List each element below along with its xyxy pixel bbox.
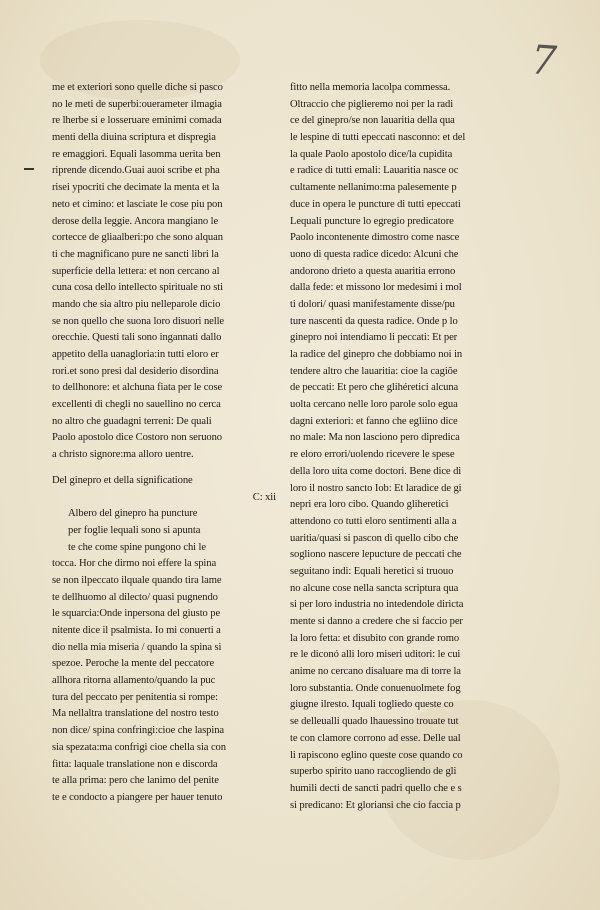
text-line: della loro uita come doctori. Bene dice di: [290, 465, 462, 477]
text-line: anime no cercano disaluare ma di torre la: [290, 666, 461, 678]
text-line: ginepro noi intendiamo li peccati: Et per: [290, 332, 458, 344]
text-line: rori.et sono presi dal desiderio disordina: [52, 365, 219, 377]
text-line: se non quello che suona loro disuori nelle: [52, 315, 225, 327]
text-line: appetito della uanagloria:in tutti eloro er: [52, 349, 219, 360]
text-line: Paolo apostolo dice Costoro non seruono: [52, 432, 222, 444]
text-line: derose della leggie. Ancora mangiano le: [52, 215, 219, 227]
text-line: cuna cosa dello intellecto spirituale no sti: [52, 282, 223, 294]
right-column: [290, 80, 506, 814]
text-line: uaritia/quasi si pascon di quello cibo che: [290, 532, 459, 544]
text-line: spezoe. Peroche la mente del peccatore: [52, 658, 215, 670]
text-line: li rapiscono eglino queste cose quando co: [290, 749, 463, 761]
text-line: tura del peccato per penitentia si rompe:: [52, 691, 218, 703]
left-column-text-top: [52, 80, 290, 464]
text-line: e radice di tutti emali: Lauaritia nasce oc: [290, 165, 459, 177]
text-line: ti dolori/ quasi manifestamente disse/pu: [290, 298, 455, 310]
text-line: fitta: laquale translatione non e discorda: [52, 758, 218, 770]
text-line: no altro che guadagni terreni: De quali: [52, 415, 212, 427]
text-line: humili decti de sancti padri quello che e s: [290, 782, 462, 794]
text-line: Albero del ginepro ha puncture: [68, 508, 198, 520]
text-line: te dellhuomo al dilecto/ quasi pugnendo: [52, 591, 218, 603]
text-line: neto et cimino: et lasciate le cose piu pon: [52, 198, 223, 210]
text-line: dagni exteriori: et fanno che egliino dice: [290, 415, 458, 427]
text-line: dalla fede: et missono lor medesimi i mol: [290, 282, 462, 294]
text-line: si per loro industria no intedendole diricta: [290, 599, 464, 611]
text-line: te con clamore corrono ad esse. Delle ual: [290, 732, 461, 744]
text-line: superbo spirito uano raccogliendo de gli: [290, 766, 457, 778]
text-line: attendono co tutti eloro sentimenti alla a: [290, 515, 457, 527]
text-line: seguitano indi: Equali heretici si truouo: [290, 565, 454, 577]
text-line: sogliono nascere lepucture de peccati che: [290, 549, 462, 561]
text-line: menti della diuina scriptura et dispregia: [52, 132, 216, 144]
text-line: te e condocto a piangere per hauer tenuto: [52, 791, 223, 803]
text-line: la radice del ginepro che dobbiamo noi in: [290, 349, 463, 360]
text-line: uono di questa radice dicedo: Alcuni che: [290, 248, 459, 260]
text-line: re emaggiori. Equali lasomma uerita ben: [52, 148, 221, 160]
text-line: le squarcia:Onde inpersona del giusto pe: [52, 608, 221, 620]
text-line: to dellhonore: et alchuna fiata per le cose: [52, 382, 223, 394]
text-line: ture nascenti da questa radice. Onde p lo: [290, 315, 458, 327]
text-line: te alla prima: pero che lanimo del penite: [52, 775, 219, 787]
text-line: te che come spine pungono chi le: [68, 541, 207, 553]
text-line: la quale Paolo apostolo dice/la cupidita: [290, 148, 453, 160]
text-line: la loro fetta: et disubito con grande romo: [290, 632, 460, 644]
left-column: [52, 80, 290, 807]
text-line: le lespine di tutti epeccati nasconno: et del: [290, 132, 466, 144]
text-line: duce in opera le puncture di tutti epeccati: [290, 198, 461, 210]
chapter-number: C: xii: [252, 491, 276, 503]
folio-number: 7: [528, 37, 558, 85]
text-line: re eloro errori/uolendo ricevere le spese: [290, 449, 455, 461]
margin-mark: [24, 168, 34, 170]
left-column-text-bottom: [52, 506, 290, 806]
text-line: tendere altro che lauaritia: cioe la cagiõe: [290, 365, 458, 377]
text-line: Oltraccio che piglieremo noi per la radi: [290, 98, 454, 110]
text-line: risei ypocriti che decimate la menta et la: [52, 182, 220, 194]
text-line: de peccati: Et pero che glihéretici alcuna: [290, 382, 459, 394]
text-line: nepri era loro cibo. Quando gliheretici: [290, 499, 449, 511]
text-line: no alcune cose nella sancta scriptura qua: [290, 582, 459, 594]
text-line: dio nella mia miseria / quando la spina si: [52, 641, 222, 653]
text-line: uolta cercano nelle loro parole solo egua: [290, 399, 458, 411]
text-line: loro substantia. Onde conuenuolmete fog: [290, 682, 461, 694]
text-line: andorono drieto a questa auaritia errono: [290, 265, 456, 277]
text-line: a christo signore:ma alloro uentre.: [52, 449, 194, 461]
text-line: ti che magnificano pure ne sancti libri la: [52, 248, 219, 260]
text-line: cultamente nellanimo:ma palesemente p: [290, 182, 457, 194]
text-line: sia spezata:ma confrigi cioe chella sia con: [52, 741, 226, 753]
text-line: se delleualli quado lhauessino trouate tut: [290, 716, 459, 728]
text-line: me et exteriori sono quelle diche si pasco: [52, 82, 223, 93]
text-line: Ma nellaltra translatione del nostro testo: [52, 708, 219, 720]
chapter-number-row: [52, 490, 290, 507]
text-line: cortecce de gliaalberi:po che sono alquan: [52, 232, 223, 244]
text-line: excellenti di chegli no sauellino no cerca: [52, 399, 221, 411]
text-line: mente si danno a credere che si faccio per: [290, 616, 463, 627]
chapter-heading: [52, 473, 290, 490]
text-line: si predicano: Et gloriansi che cio faccia p: [290, 799, 461, 811]
text-line: tocca. Hor che dirmo noi effere la spina: [52, 558, 217, 570]
text-line: no le meti de superbi:ouerameter ilmagia: [52, 98, 222, 110]
text-line: per foglie lequali sono si apunta: [68, 524, 201, 536]
text-line: loro il nostro sancto Iob: Et laradice de gi: [290, 482, 462, 494]
text-line: re lherbe si e losseruare eminimi comada: [52, 115, 222, 127]
text-line: Lequali puncture lo egregio predicatore: [290, 215, 454, 227]
text-line: giugne ilresto. Iquali togliedo queste co: [290, 699, 454, 711]
text-line: allhora ritorna allamento/quando la puc: [52, 675, 216, 687]
text-line: nitente dice il psalmista. Io mi conuerti a: [52, 625, 221, 636]
chapter-title: Del ginepro et della significatione: [52, 474, 193, 486]
right-column-text: [290, 80, 506, 814]
text-line: no male: Ma non lasciono pero dipredica: [290, 432, 460, 444]
text-line: ce del ginepro/se non lauaritia della qua: [290, 115, 455, 127]
text-line: orecchie. Questi tali sono ingannati dallo: [52, 332, 222, 344]
text-line: se non ilpeccato ilquale quando tira lame: [52, 574, 222, 586]
text-line: riprende dicendo.Guai auoi scribe et pha: [52, 165, 220, 177]
text-line: superficie della lettera: et non cercano al: [52, 265, 220, 277]
text-line: non dice/ spina confringi:cioe che laspina: [52, 725, 225, 737]
text-line: Paolo incontenente dimostro come nasce: [290, 232, 460, 244]
text-line: re le diconó alli loro miseri uditori: le cui: [290, 649, 461, 661]
text-line: mando che sia altro piu nelleparole dicio: [52, 298, 221, 310]
text-line: fitto nella memoria lacolpa commessa.: [290, 82, 451, 93]
